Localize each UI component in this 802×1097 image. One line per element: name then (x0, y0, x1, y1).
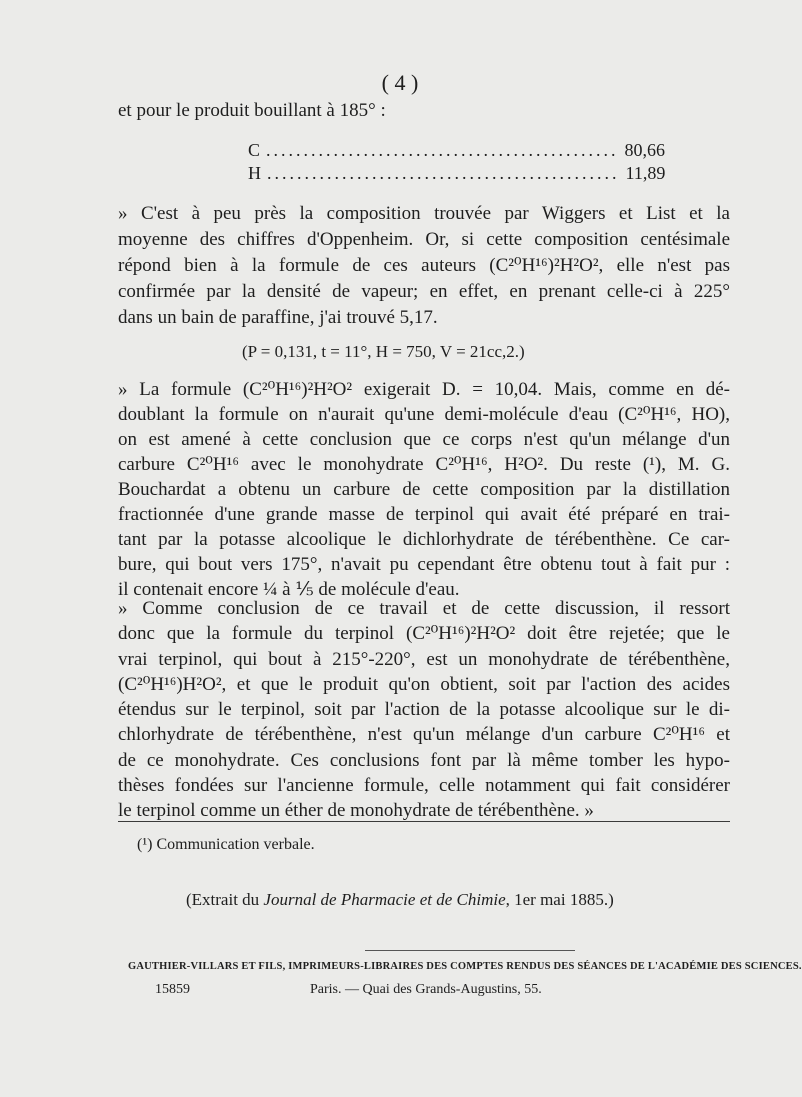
paragraph-line: donc que la formule du terpinol (C²⁰H¹⁶)²H²O² doit être rejetée; que le (118, 623, 730, 645)
paragraph-line: » La formule (C²⁰H¹⁶)²H²O² exigerait D. = 10,04. Mais, comme en dé- (118, 379, 730, 400)
paragraph-1 (118, 201, 730, 331)
analysis-row-h (248, 163, 666, 184)
paragraph-3 (118, 596, 730, 824)
paragraph-line: » Comme conclusion de ce travail et de cette discussion, il ressort (118, 598, 730, 619)
page-number: ( 4 ) (381, 70, 419, 95)
paragraph-line: (C²⁰H¹⁶)H²O², et que le produit qu'on obtient, soit par l'action des acides (118, 673, 730, 695)
paragraph-line: confirmée par la densité de vapeur; en effet, en prenant celle-ci à 225° (118, 281, 730, 302)
imprint-divider (365, 950, 575, 951)
paragraph-line: il contenait encore ¼ à ⅕ de molécule d'eau. (118, 579, 460, 600)
paragraph-line: tant par la potasse alcoolique le dichlorhydrate de térébenthène. Ce car- (118, 529, 730, 550)
paragraph-line: répond bien à la formule de ces auteurs (C²⁰H¹⁶)²H²O², elle n'est pas (118, 255, 730, 276)
measurement-formula: (P = 0,131, t = 11°, H = 750, V = 21cc,2.) (242, 342, 525, 361)
paragraph-2 (118, 377, 730, 602)
paragraph-line: on est amené à cette conclusion que ce corps n'est qu'un mélange d'un (118, 429, 730, 450)
paragraph-line: le terpinol comme un éther de monohydrate de térébenthène. » (118, 800, 594, 822)
paragraph-line: doublant la formule on n'aurait qu'une demi-molécule d'eau (C²⁰H¹⁶, HO), (118, 404, 730, 425)
paragraph-line: vrai terpinol, qui bout à 215°-220°, est un monohydrate de térébenthène, (118, 648, 730, 670)
source-citation (186, 890, 614, 910)
analysis-label: C (248, 140, 261, 160)
paragraph-line: bure, qui bout vers 175°, n'avait pu cependant être obtenu tout à fait pur : (118, 554, 730, 575)
printer-address: Paris. — Quai des Grands-Augustins, 55. (310, 982, 542, 997)
analysis-leader: ............................................... (267, 163, 620, 183)
analysis-value: 80,66 (624, 140, 666, 160)
paragraph-line: fractionnée d'une grande masse de terpinol qui avait été préparé en trai- (118, 504, 730, 525)
journal-title: Journal de Pharmacie et de Chimie (263, 890, 506, 909)
paragraph-line: Bouchardat a obtenu un carbure de cette composition par la distillation (118, 479, 730, 500)
citation-prefix: (Extrait du (186, 890, 264, 909)
paragraph-line: thèses fondées sur l'ancienne formule, celle notamment qui fait considérer (118, 775, 730, 797)
printer-imprint: GAUTHIER-VILLARS ET FILS, IMPRIMEURS-LIBRAIRES DES COMPTES RENDUS DES SÉANCES DE L'ACADÉMIE DES SCIENCES. (128, 961, 802, 972)
paragraph-line: moyenne des chiffres d'Oppenheim. Or, si cette composition centésimale (118, 229, 730, 250)
paragraph-line: carbure C²⁰H¹⁶ avec le monohydrate C²⁰H¹⁶, H²O². Du reste (¹), M. G. (118, 454, 730, 475)
analysis-label: H (248, 163, 261, 183)
footnote-divider (118, 821, 730, 822)
intro-line: et pour le produit bouillant à 185° : (118, 100, 386, 121)
print-number: 15859 (155, 982, 190, 997)
analysis-value: 11,89 (625, 163, 666, 183)
paragraph-line: » C'est à peu près la composition trouvée par Wiggers et List et la (118, 203, 730, 224)
citation-suffix: , 1er mai 1885.) (505, 890, 614, 909)
paragraph-line: étendus sur le terpinol, soit par l'action de la potasse alcoolique sur le di- (118, 699, 730, 721)
paragraph-line: dans un bain de paraffine, j'ai trouvé 5,17. (118, 307, 438, 328)
footnote: (¹) Communication verbale. (137, 836, 315, 853)
analysis-row-c (248, 140, 666, 161)
paragraph-line: de ce monohydrate. Ces conclusions font par là même tomber les hypo- (118, 749, 730, 771)
analysis-leader: ............................................... (266, 140, 619, 160)
paragraph-line: chlorhydrate de térébenthène, n'est qu'un mélange d'un carbure C²⁰H¹⁶ et (118, 724, 730, 746)
